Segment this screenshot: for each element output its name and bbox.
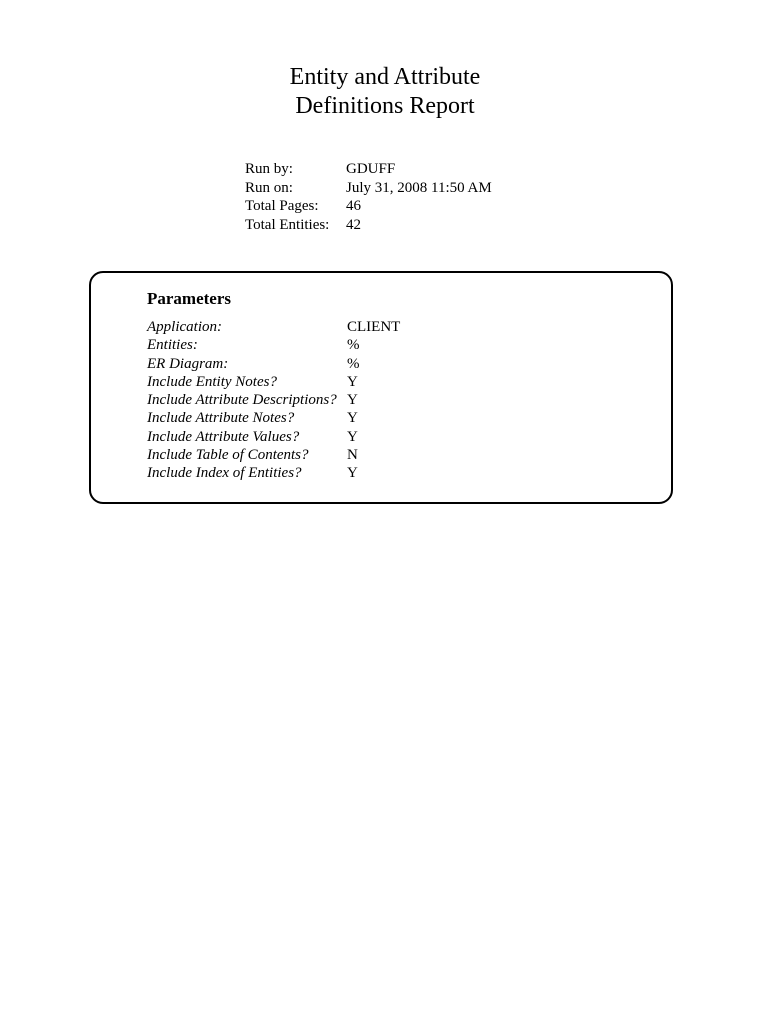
param-value: %	[347, 355, 360, 372]
param-value: Y	[347, 428, 358, 445]
run-on-label: Run on:	[245, 179, 293, 196]
param-label: Include Entity Notes?	[147, 373, 277, 390]
param-label: Include Attribute Values?	[147, 428, 300, 445]
parameters-list	[147, 318, 400, 483]
param-application	[147, 318, 400, 336]
total-pages-value: 46	[346, 198, 361, 214]
total-entities-value: 42	[346, 216, 361, 233]
param-value: N	[347, 447, 358, 464]
run-on-row	[245, 179, 492, 198]
run-by-row	[245, 160, 492, 179]
param-label: ER Diagram:	[147, 355, 229, 372]
param-value: Y	[347, 373, 358, 390]
param-er-diagram	[147, 355, 400, 373]
param-value: CLIENT	[347, 319, 401, 335]
param-label: Include Attribute Descriptions?	[147, 392, 337, 409]
run-info	[245, 160, 492, 234]
param-include-attribute-notes	[147, 409, 400, 427]
report-title-line-1: Entity and Attribute	[289, 64, 481, 90]
param-value: %	[347, 337, 360, 354]
total-entities-row	[245, 216, 492, 235]
param-entities	[147, 336, 400, 354]
param-include-table-of-contents	[147, 446, 400, 464]
param-include-attribute-values	[147, 428, 400, 446]
report-title-line-2: Definitions Report	[295, 93, 475, 119]
param-include-attribute-descriptions	[147, 391, 400, 409]
total-entities-label: Total Entities:	[245, 216, 330, 233]
parameters-heading: Parameters	[147, 289, 232, 308]
param-label: Entities:	[147, 337, 198, 354]
param-label: Include Table of Contents?	[147, 447, 309, 464]
param-label: Application:	[147, 319, 222, 335]
total-pages-row	[245, 197, 492, 216]
param-label: Include Index of Entities?	[147, 465, 302, 482]
parameters-box	[89, 271, 673, 504]
run-by-label: Run by:	[245, 161, 293, 177]
param-value: Y	[347, 392, 358, 409]
run-on-value: July 31, 2008 11:50 AM	[346, 179, 492, 196]
param-label: Include Attribute Notes?	[147, 410, 295, 427]
run-by-value: GDUFF	[346, 161, 396, 177]
param-include-index-of-entities	[147, 464, 400, 482]
param-include-entity-notes	[147, 373, 400, 391]
total-pages-label: Total Pages:	[245, 198, 319, 214]
param-value: Y	[347, 465, 358, 482]
param-value: Y	[347, 410, 358, 427]
report-title	[0, 63, 770, 121]
